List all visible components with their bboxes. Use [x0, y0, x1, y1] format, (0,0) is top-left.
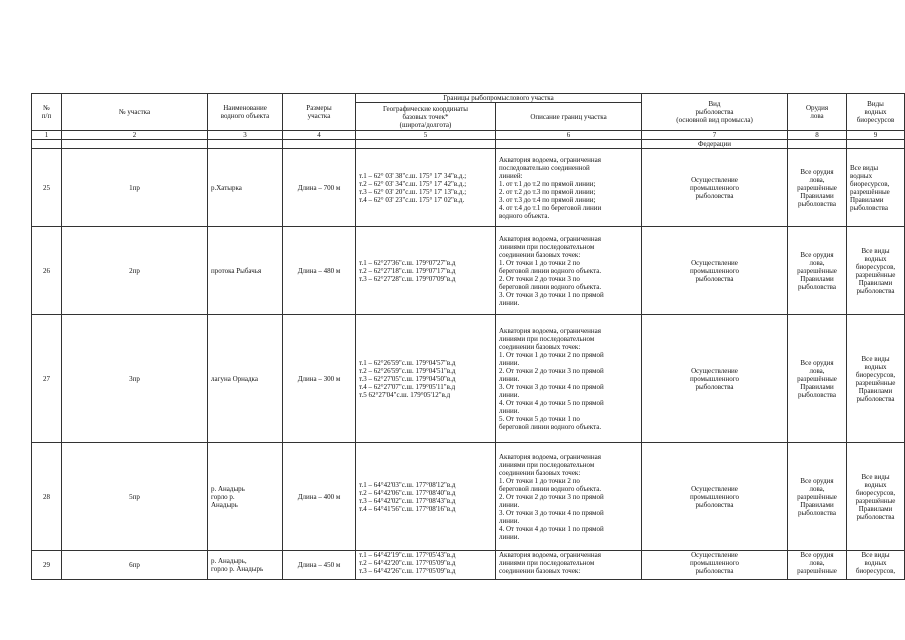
plot-number: 3пр: [62, 315, 208, 443]
column-number: 5: [356, 131, 496, 140]
boundary-description: Акватория водоема, ограниченная линиями при последовательном соединении базовых точек: 1. От точки 1 до точки 2 по береговой линии водного объекта. 2. От точки 2 до точки 3 по прямой линии. 3. От точки 3 до точки 4 по прямой линии. 4. От точки 4 до точки 1 по прямой линии.: [496, 443, 642, 551]
fishing-type: Осуществление промышленного рыболовства: [642, 551, 788, 580]
column-number: 1: [32, 131, 62, 140]
plot-size: Длина – 300 м: [283, 315, 356, 443]
plot-number: 1пр: [62, 149, 208, 227]
federation-label: Федерации: [642, 140, 788, 149]
coordinates: т.1 – 62°26'59"с.ш. 179°04'57"в.д т.2 – 62°26'59"с.ш. 179°04'51"в.д т.3 – 62°27'05"с.ш. 179°04'50"в.д т.4 – 62°27'07"с.ш. 179°05'11"в.д т.5 62°27'04"с.ш. 179°05'12"в.д: [356, 315, 496, 443]
table-row: [32, 227, 905, 315]
table-row: [32, 443, 905, 551]
header-plot-size: Размеры участка: [283, 94, 356, 131]
row-number: 28: [32, 443, 62, 551]
plot-number: 6пр: [62, 551, 208, 580]
gear: Все орудия лова, разрешённые Правилами рыболовства: [788, 443, 847, 551]
column-number: 6: [496, 131, 642, 140]
column-number: 9: [847, 131, 905, 140]
plot-number: 5пр: [62, 443, 208, 551]
header-boundaries: Границы рыбопромыслового участка: [356, 94, 642, 103]
species: Все виды водных биоресурсов, разрешённые Правилами рыболовства: [847, 149, 905, 227]
table-row: [32, 315, 905, 443]
header-plot-number: № участка: [62, 94, 208, 131]
water-body: р.Хатырка: [208, 149, 283, 227]
gear: Все орудия лова, разрешённые: [788, 551, 847, 580]
header-water-body: Наименование водного объекта: [208, 94, 283, 131]
column-number: 3: [208, 131, 283, 140]
row-number: 26: [32, 227, 62, 315]
column-number: 7: [642, 131, 788, 140]
species: Все виды водных биоресурсов, разрешённые Правилами рыболовства: [847, 227, 905, 315]
water-body: протока Рыбачья: [208, 227, 283, 315]
gear: Все орудия лова, разрешённые Правилами рыболовства: [788, 227, 847, 315]
fishing-plots-table: [31, 93, 905, 580]
plot-size: Длина – 450 м: [283, 551, 356, 580]
column-numbers-row: [32, 131, 905, 140]
row-number: 25: [32, 149, 62, 227]
fishing-type: Осуществление промышленного рыболовства: [642, 315, 788, 443]
species: Все виды водных биоресурсов,: [847, 551, 905, 580]
federation-row: [32, 140, 905, 149]
header-gear: Орудия лова: [788, 94, 847, 131]
header-species: Виды водных биоресурсов: [847, 94, 905, 131]
fishing-type: Осуществление промышленного рыболовства: [642, 149, 788, 227]
coordinates: т.1 – 62°27'36"с.ш. 179°07'27"в.д т.2 – 62°27'18"с.ш. 179°07'17"в.д т.3 – 62°27'28"с.ш. 179°07'09"в.д: [356, 227, 496, 315]
gear: Все орудия лова, разрешённые Правилами рыболовства: [788, 315, 847, 443]
row-number: 27: [32, 315, 62, 443]
coordinates: т.1 – 64°42'03"с.ш. 177°08'12"в.д т.2 – 64°42'06"с.ш. 177°08'40"в.д т.3 – 64°42'02"с.ш. 177°08'43"в.д т.4 – 64°41'56"с.ш. 177°08'16"в.д: [356, 443, 496, 551]
header-coordinates: Географические координаты базовых точек* (широта/долгота): [356, 103, 496, 131]
gear: Все орудия лова, разрешённые Правилами рыболовства: [788, 149, 847, 227]
header-num: № п/п: [32, 94, 62, 131]
plot-number: 2пр: [62, 227, 208, 315]
boundary-description: Акватория водоема, ограниченная линиями при последовательном соединении базовых точек:: [496, 551, 642, 580]
species: Все виды водных биоресурсов, разрешённые Правилами рыболовства: [847, 315, 905, 443]
plot-size: Длина – 400 м: [283, 443, 356, 551]
boundary-description: Акватория водоема, ограниченная последовательно соединенной линией: 1. от т.1 до т.2 по прямой линии; 2. от т.2 до т.3 по прямой линии; 3. от т.3 до т.4 по прямой линии; 4. от т.4 до т.1 по береговой линии водного объекта.: [496, 149, 642, 227]
water-body: лагуна Орнадка: [208, 315, 283, 443]
row-number: 29: [32, 551, 62, 580]
coordinates: т.1 – 62° 03' 38"с.ш. 175° 17' 34"в.д.; т.2 – 62° 03' 34"с.ш. 175° 17' 42"в.д.; т.3 – 62° 03' 20"с.ш. 175° 17' 13"в.д.; т.4 – 62° 03' 23"с.ш. 175° 17' 02"в.д.: [356, 149, 496, 227]
boundary-description: Акватория водоема, ограниченная линиями при последовательном соединении базовых точек: 1. От точки 1 до точки 2 по береговой линии водного объекта. 2. От точки 2 до точки 3 по береговой линии водного объекта. 3. От точки 3 до точки 1 по прямой линии.: [496, 227, 642, 315]
header-description: Описание границ участка: [496, 103, 642, 131]
boundary-description: Акватория водоема, ограниченная линиями при последовательном соединении базовых точек: 1. От точки 1 до точки 2 по прямой линии. 2. От точки 2 до точки 3 по прямой линии. 3. От точки 3 до точки 4 по прямой линии. 4. От точки 4 до точки 5 по прямой линии. 5. От точки 5 до точки 1 по береговой линии водного объекта.: [496, 315, 642, 443]
column-number: 2: [62, 131, 208, 140]
plot-size: Длина – 480 м: [283, 227, 356, 315]
table-row: [32, 551, 905, 580]
water-body: р. Анадырь горло р. Анадырь: [208, 443, 283, 551]
fishing-type: Осуществление промышленного рыболовства: [642, 227, 788, 315]
column-number: 8: [788, 131, 847, 140]
fishing-type: Осуществление промышленного рыболовства: [642, 443, 788, 551]
column-number: 4: [283, 131, 356, 140]
species: Все виды водных биоресурсов, разрешённые Правилами рыболовства: [847, 443, 905, 551]
coordinates: т.1 – 64°42'19"с.ш. 177°05'43"в.д т.2 – 64°42'20"с.ш. 177°05'09"в.д т.3 – 64°42'26"с.ш. 177°05'09"в.д: [356, 551, 496, 580]
plot-size: Длина – 700 м: [283, 149, 356, 227]
header-fishing-type: Вид рыболовства (основной вид промысла): [642, 94, 788, 131]
water-body: р. Анадырь, горло р. Анадырь: [208, 551, 283, 580]
table-row: [32, 149, 905, 227]
